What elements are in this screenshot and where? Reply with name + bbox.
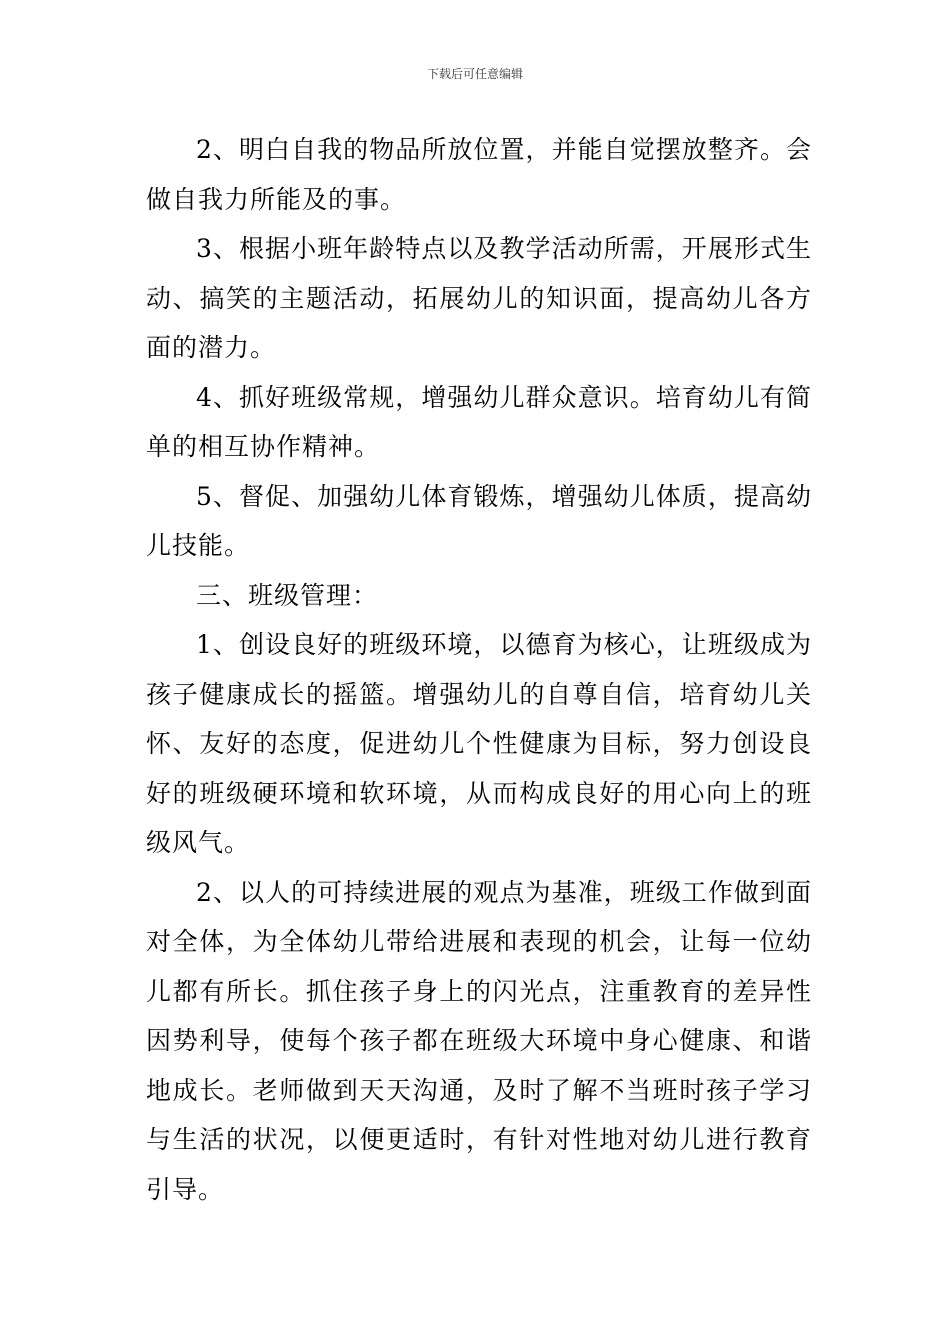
- paragraph-item-2-sustainable-development: 2、以人的可持续进展的观点为基准，班级工作做到面对全体，为全体幼儿带给进展和表现的机会，让每一位幼儿都有所长。抓住孩子身上的闪光点，注重教育的差异性因势利导，使每个孩子都在班级大环境中身心健康、和谐地成长。老师做到天天沟通，及时了解不当班时孩子学习与生活的状况，以便更适时，有针对性地对幼儿进行教育引导。: [146, 877, 812, 1204]
- paragraph-item-5-physical-exercise: 5、督促、加强幼儿体育锻炼，增强幼儿体质，提高幼儿技能。: [146, 481, 812, 560]
- paragraph-item-3-theme-activities: 3、根据小班年龄特点以及教学活动所需，开展形式生动、搞笑的主题活动，拓展幼儿的知识面，提高幼儿各方面的潜力。: [146, 234, 812, 362]
- header-note: 下载后可任意编辑: [426, 67, 523, 81]
- section-heading-class-management: 三、班级管理：: [196, 580, 379, 610]
- paragraph-item-2-self-belongings: 2、明白自我的物品所放位置，并能自觉摆放整齐。会做自我力所能及的事。: [146, 135, 812, 214]
- paragraph-item-4-class-routine: 4、抓好班级常规，增强幼儿群众意识。培育幼儿有简单的相互协作精神。: [146, 382, 812, 461]
- document-body: [146, 125, 812, 1214]
- paragraph-item-1-class-environment: 1、创设良好的班级环境，以德育为核心，让班级成为孩子健康成长的摇篮。增强幼儿的自尊自信，培育幼儿关怀、友好的态度，促进幼儿个性健康为目标，努力创设良好的班级硬环境和软环境，从而构成良好的用心向上的班级风气。: [146, 630, 812, 857]
